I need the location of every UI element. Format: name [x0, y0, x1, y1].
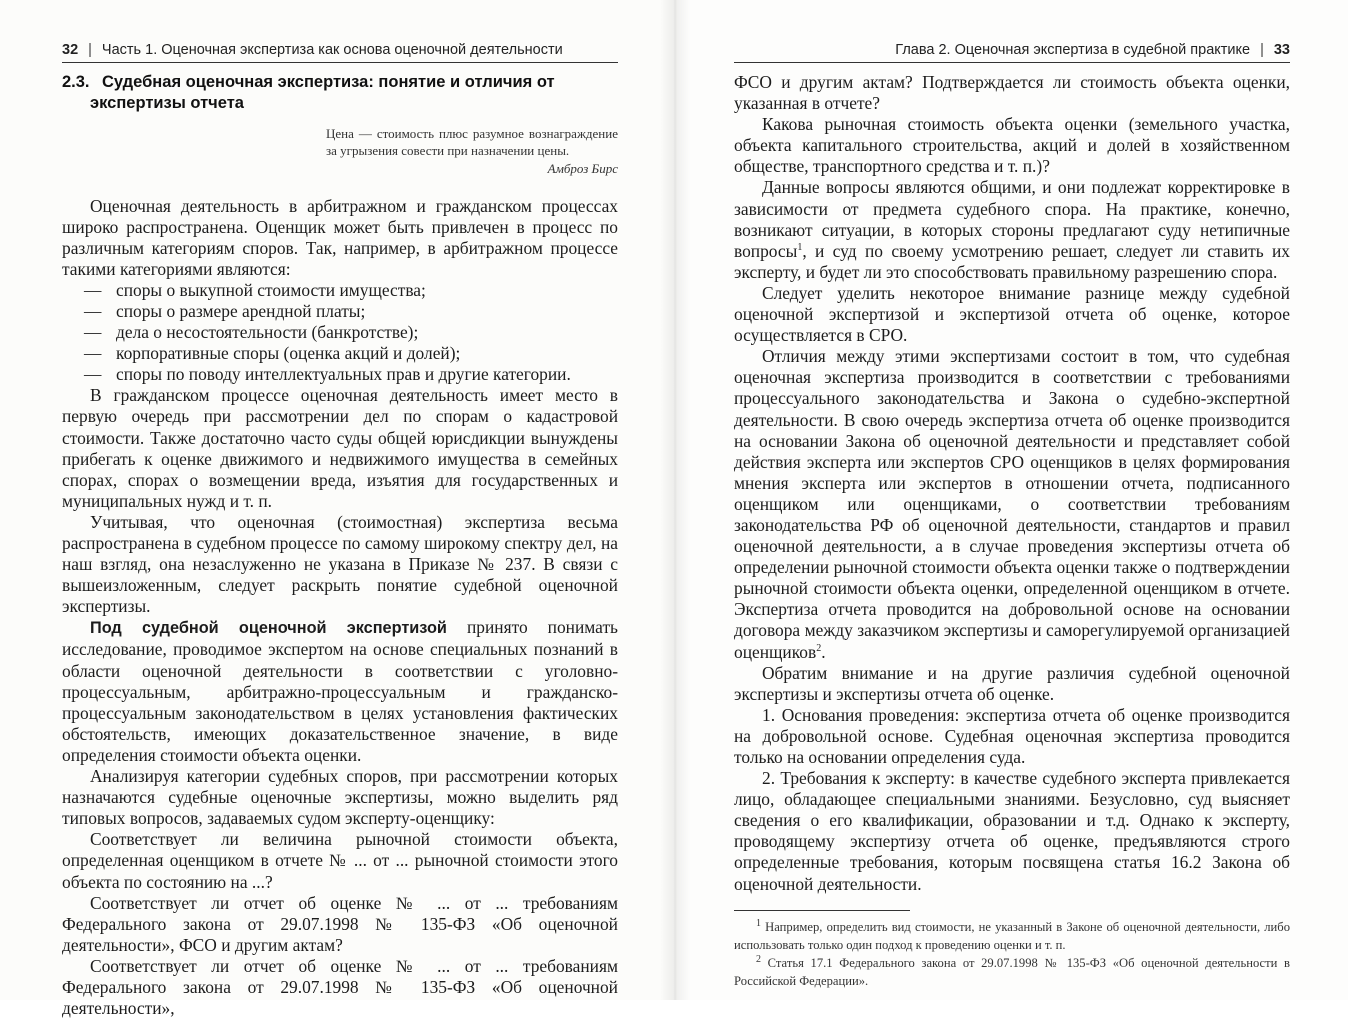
footnote-divider	[734, 910, 910, 911]
running-head-separator: |	[88, 42, 92, 58]
epigraph-text: Цена — стоимость плюс разумное вознаграждение за угрызения совести при назначении цены.	[326, 126, 618, 158]
right-page	[672, 0, 1348, 1000]
footnotes	[734, 918, 1290, 990]
footnote-mark: 1	[756, 917, 761, 929]
definition-paragraph	[62, 617, 618, 766]
running-head-separator: |	[1260, 42, 1264, 58]
typical-question: Соответствует ли отчет об оценке № ... от ... требованиям Федерального закона от 29.07.1998 № 135-ФЗ «Об оценочной деятельности»,	[62, 955, 618, 1019]
left-running-title: Часть 1. Оценочная экспертиза как основа оценочной деятельности	[101, 42, 563, 58]
paragraph: В гражданском процессе оценочная деятельность имеет место в первую очередь при рассмотрении дел по спорам о кадастровой стоимости. Также достаточно часто суды общей юрисдикции вынуждены прибегать к оценке движимого и недвижимого имущества в семейных спорах, спорах о возмещении вреда, изъятия для государственных и муниципальных нужд и т. п.	[62, 385, 618, 511]
paragraph: Отличия между этими экспертизами состоит в том, что судебная оценочная экспертиза производится в соответствии с требованиями процессуального законодательства и Закона о судебно-экспертной деятельности. В свою очередь экспертиза отчета об оценке производится на основании Закона об оценочной деятельности и представляет собой действия эксперта или экспертов СРО оценщиков в целях формирования мнения эксперта или экспертов в отношении отчета, подписанного оценщиком или оценщиками, о соответствии требованиям законодательства РФ об оценочной деятельности, стандартов и правил оценочной деятельности, а в случае проведения экспертизы отчета об определении рыночной стоимости объекта оценки также о подтверждении рыночной стоимости объекта оценки, определенной оценщиком в отчете. Экспертиза отчета проводится на добровольной основе на основании договора между заказчиком экспертизы и саморегулируемой организацией оценщиков$^2$.	[734, 346, 1290, 662]
section-heading	[62, 72, 618, 114]
list-item: — споры по поводу интеллектуальных прав и другие категории.	[84, 364, 571, 385]
left-text-block	[62, 72, 618, 1019]
typical-question: Соответствует ли отчет об оценке № ... от ... требованиям Федерального закона от 29.07.1998 № 135-ФЗ «Об оценочной деятельности», ФСО и другим актам?	[62, 892, 618, 955]
right-running-head	[734, 38, 1290, 63]
dispute-categories-list	[62, 280, 618, 385]
paragraph: Следует уделить некоторое внимание разнице между судебной оценочной экспертизой и экспертизой отчета об оценке, которое осуществляется в СРО.	[734, 282, 1290, 346]
list-item: — споры о размере арендной платы;	[84, 300, 366, 321]
footnote-ref[interactable]: 2	[816, 642, 822, 654]
paragraph: Учитывая, что оценочная (стоимостная) экспертиза весьма распространена в судебном процессе по самому широкому спектру дел, на наш взгляд, она незаслуженно не указана в Приказе № 237. В связи с вышеизложенным, следует раскрыть понятие судебной оценочной экспертизы.	[62, 511, 618, 617]
paragraph: Данные вопросы являются общими, и они подлежат корректировке в зависимости от предмета судебного спора. На практике, конечно, возникают ситуации, в которых стороны предлагают суду нетипичные вопросы$^1$, и суд по своему усмотрению решает, следует ли ставить их эксперту, и будет ли это способствовать правильному разрешению спора.	[734, 177, 1290, 282]
epigraph-author: Амброз Бирс	[547, 161, 618, 176]
footnote-ref[interactable]: 1	[797, 241, 803, 253]
definition-text: принято понимать исследование, проводимое экспертом на основе специальных познаний в области оценочной деятельности в соответствии с уголовно-процессуальным, арбитражно-процессуальным и гражданско-процессуальным законодательством в целях установления фактических обстоятельств, имеющих доказательственное значение, в виде определения стоимости объекта оценки.	[62, 617, 618, 765]
typical-question: Соответствует ли величина рыночной стоимости объекта, определенная оценщиком в отчете № ... от ... рыночной стоимости этого объекта по состоянию на ...?	[62, 829, 618, 892]
definition-term: Под судебной оценочной экспертизой	[90, 619, 447, 638]
footnote-mark: 2	[756, 953, 761, 965]
numbered-paragraph: 1. Основания проведения: экспертиза отчета об оценке производится на добровольной основе. Судебная оценочная экспертиза проводится только на основании определения суда.	[734, 704, 1290, 767]
footnote: $^2$ Статья 17.1 Федерального закона от 29.07.1998 № 135-ФЗ «Об оценочной деятельности в Российской Федерации».	[734, 953, 1290, 988]
right-page-number: 33	[1273, 42, 1290, 58]
right-running-title: Глава 2. Оценочная экспертиза в судебной практике	[895, 42, 1251, 58]
left-page	[0, 0, 672, 1019]
list-item: — дела о несостоятельности (банкротстве);	[84, 322, 419, 343]
paragraph: Анализируя категории судебных споров, при рассмотрении которых назначаются судебные оценочные экспертизы, можно выделить ряд типовых вопросов, задаваемых судом эксперту-оценщику:	[62, 766, 618, 829]
epigraph	[326, 126, 618, 178]
section-title: Судебная оценочная экспертиза: понятие и отличия от экспертизы отчета	[90, 73, 555, 112]
left-page-number: 32	[62, 42, 79, 58]
paragraph: Какова рыночная стоимость объекта оценки (земельного участка, объекта капитального строительства, акций и долей в хозяйственном обществе, транспортного средства и т. п.)?	[734, 114, 1290, 177]
footnote: $^1$ Например, определить вид стоимости, не указанный в Законе об оценочной деятельности, либо использовать только один подход к проведению оценки и т. п.	[734, 917, 1290, 952]
list-item: — корпоративные споры (оценка акций и долей);	[84, 343, 461, 364]
paragraph: Оценочная деятельность в арбитражном и гражданском процессах широко распространена. Оценщик может быть привлечен в процесс по различным категориям споров. Так, например, в арбитражном процессе такими категориями являются:	[62, 195, 618, 279]
list-item: — споры о выкупной стоимости имущества;	[84, 279, 426, 300]
numbered-paragraph: 2. Требования к эксперту: в качестве судебного эксперта привлекается лицо, обладающее специальными знаниями. Безусловно, суд выясняет сведения о его квалификации, образовании и т.д. Однако к эксперту, проводящему экспертизу отчета об оценке, предъявляются строго определенные требования, которым посвящена статья 16.2 Закона об оценочной деятельности.	[734, 768, 1290, 894]
section-number: 2.3.	[62, 73, 90, 91]
right-text-block	[734, 72, 1290, 895]
left-running-head	[62, 38, 618, 63]
paragraph: Обратим внимание и на другие различия судебной оценочной экспертизы и экспертизы отчета об оценке.	[734, 662, 1290, 704]
paragraph: ФСО и другим актам? Подтверждается ли стоимость объекта оценки, указанная в отчете?	[734, 72, 1290, 114]
